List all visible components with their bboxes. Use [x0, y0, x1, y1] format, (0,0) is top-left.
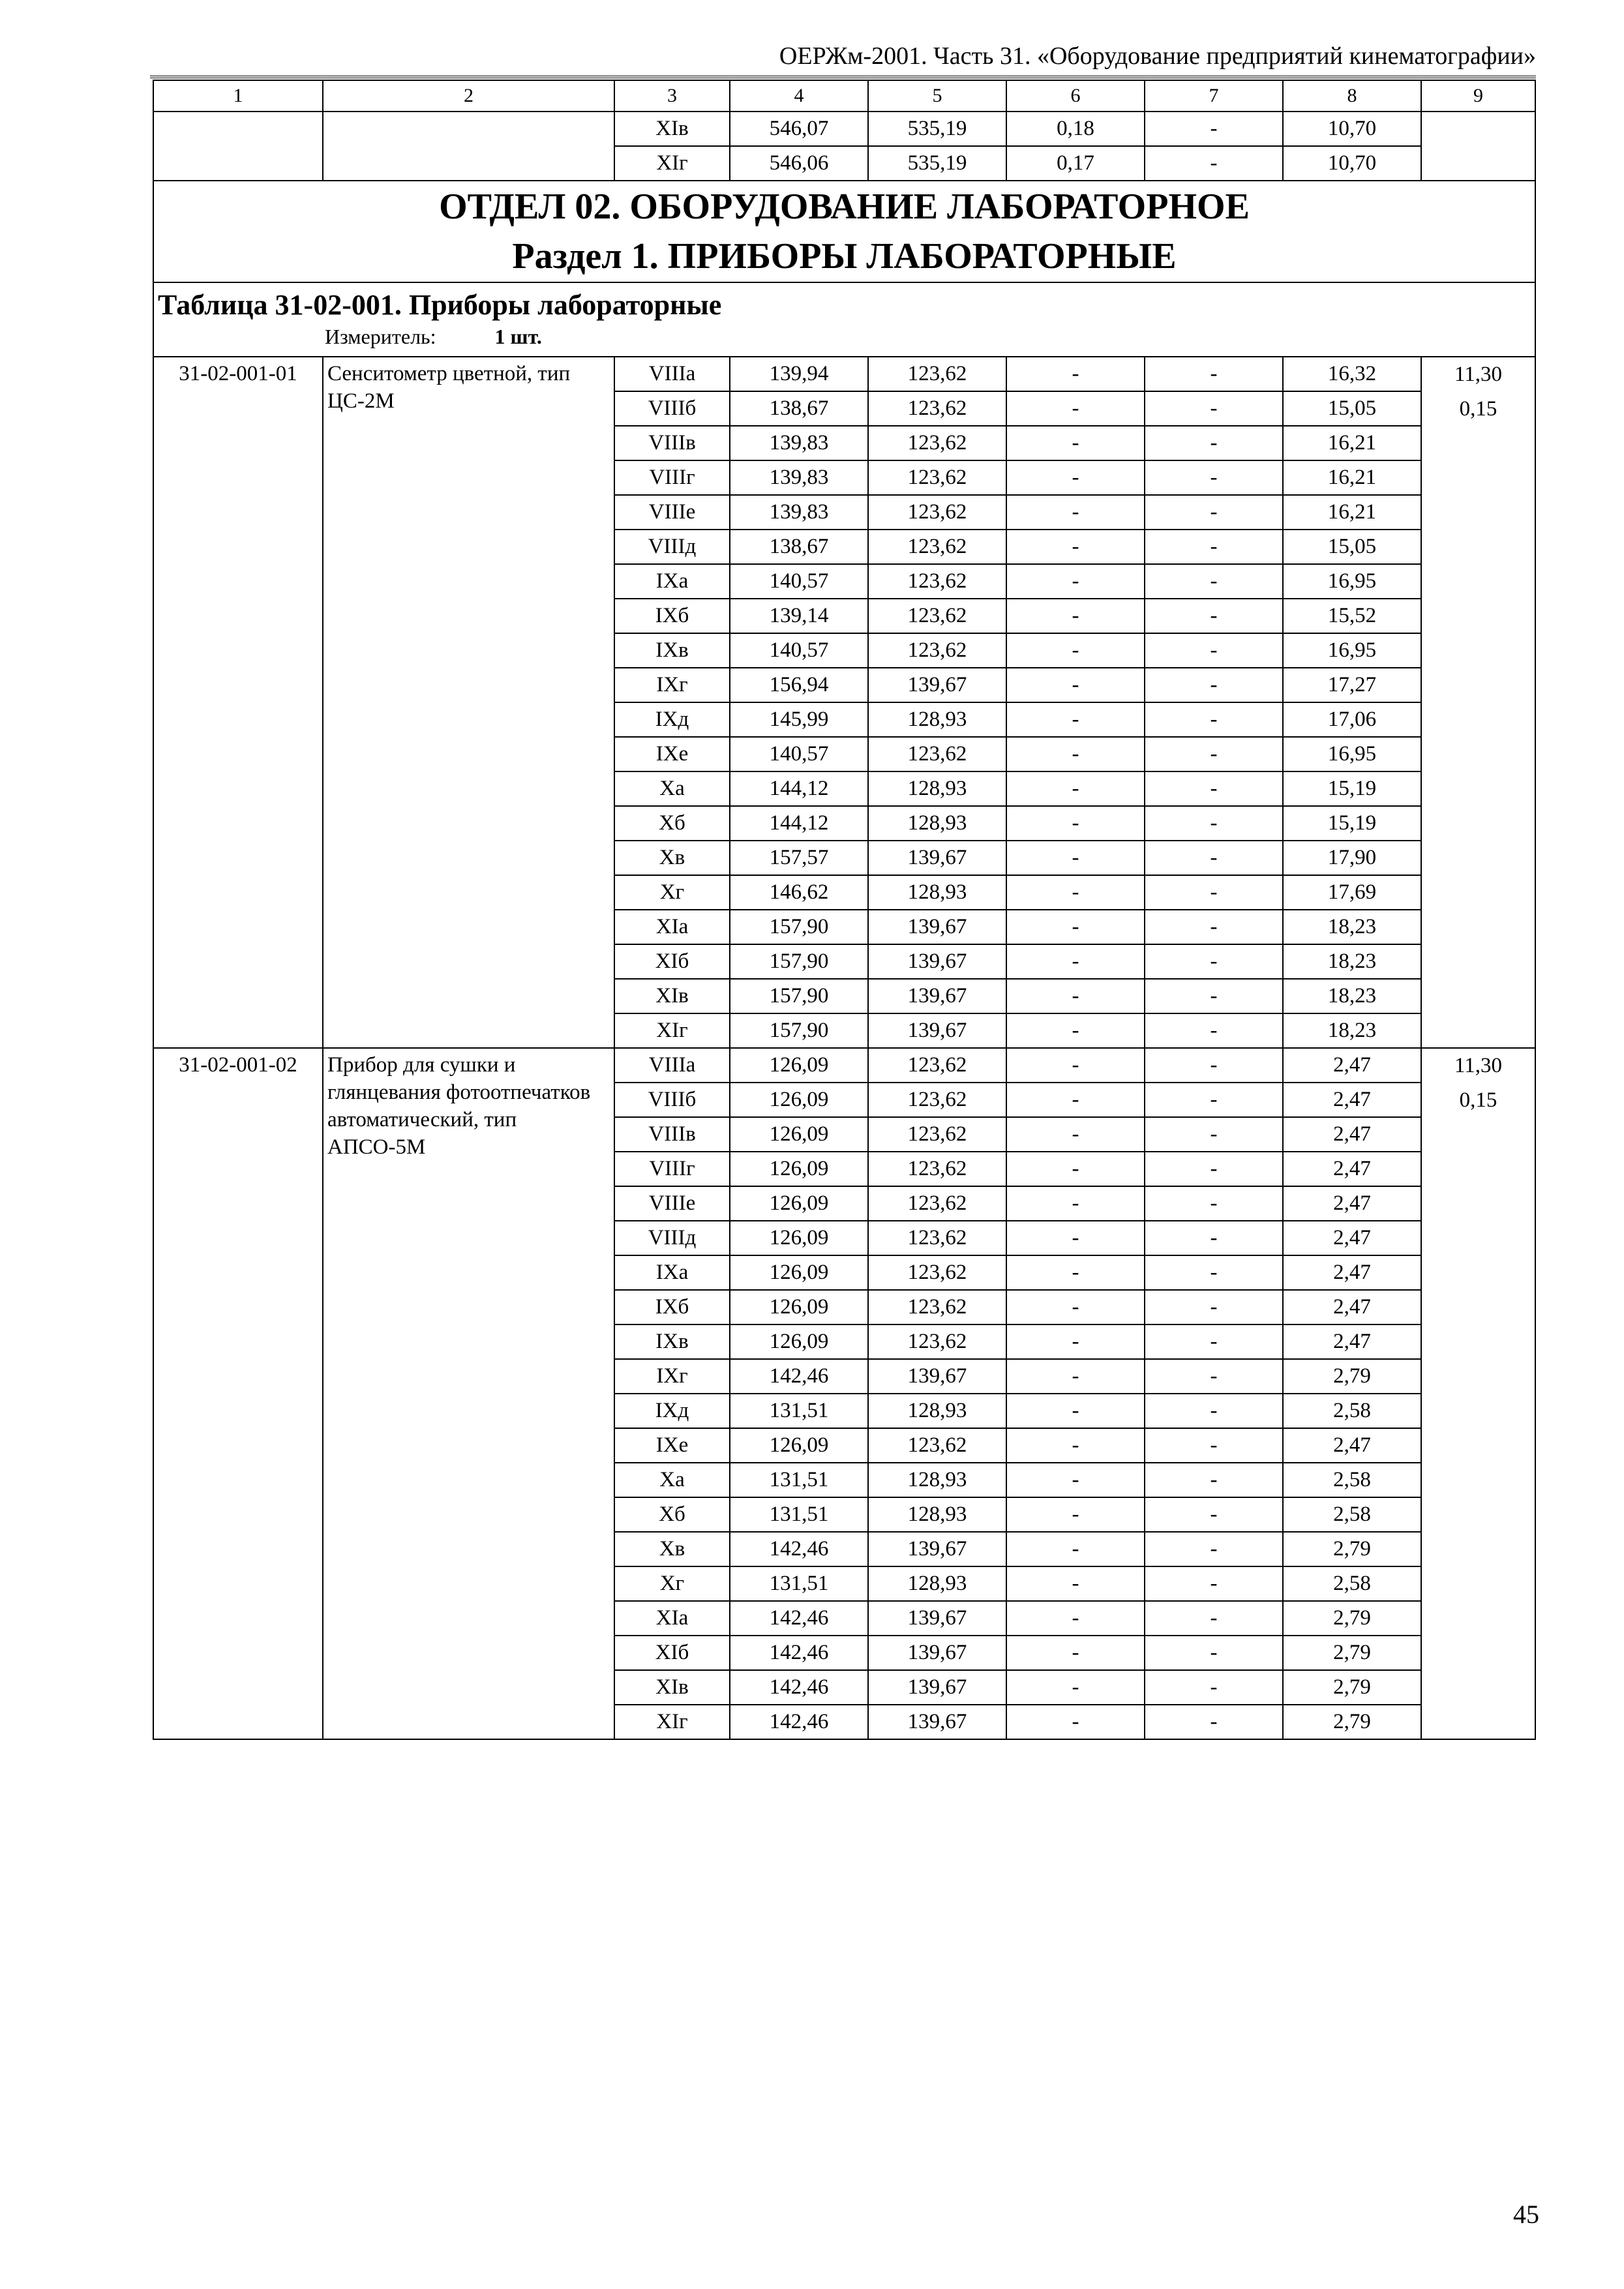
value-cell: -: [1145, 564, 1283, 599]
value-cell: 139,67: [868, 1601, 1006, 1636]
value-cell: 139,67: [868, 1532, 1006, 1566]
value-cell: 535,19: [868, 112, 1006, 146]
zone-cell: VIIIа: [614, 357, 730, 391]
value-cell: -: [1006, 1152, 1145, 1186]
zone-cell: VIIIе: [614, 495, 730, 530]
value-cell: 0,18: [1006, 112, 1145, 146]
zone-cell: VIIIб: [614, 1083, 730, 1117]
table-title-cell: [153, 282, 1535, 357]
value-cell: -: [1006, 530, 1145, 564]
zone-cell: XIв: [614, 112, 730, 146]
value-cell: 157,57: [730, 841, 868, 875]
value-cell: 131,51: [730, 1463, 868, 1497]
col9-value: 11,30: [1454, 1054, 1503, 1077]
value-cell: 123,62: [868, 1255, 1006, 1290]
table-title-row: [153, 282, 1535, 357]
value-cell: 126,09: [730, 1083, 868, 1117]
value-cell: 157,90: [730, 1013, 868, 1048]
value-cell: 126,09: [730, 1048, 868, 1083]
zone-cell: Xв: [614, 841, 730, 875]
value-cell: -: [1006, 1394, 1145, 1428]
value-cell: 131,51: [730, 1394, 868, 1428]
value-cell: 139,14: [730, 599, 868, 633]
value-cell: 0,17: [1006, 146, 1145, 181]
value-cell: 2,79: [1283, 1636, 1421, 1670]
value-cell: -: [1006, 875, 1145, 910]
zone-cell: VIIIг: [614, 460, 730, 495]
razdel-title: Раздел 1. ПРИБОРЫ ЛАБОРАТОРНЫЕ: [512, 236, 1177, 277]
value-cell: -: [1006, 737, 1145, 771]
value-cell: 123,62: [868, 530, 1006, 564]
value-cell: 139,67: [868, 668, 1006, 702]
value-cell: 139,83: [730, 495, 868, 530]
value-cell: -: [1006, 1359, 1145, 1394]
value-cell: -: [1145, 875, 1283, 910]
value-cell: -: [1006, 599, 1145, 633]
value-cell: 157,90: [730, 979, 868, 1013]
value-cell: -: [1145, 599, 1283, 633]
column-number: 6: [1006, 80, 1145, 112]
value-cell: -: [1006, 495, 1145, 530]
zone-cell: VIIIг: [614, 1152, 730, 1186]
value-cell: 2,79: [1283, 1670, 1421, 1705]
zone-cell: XIв: [614, 979, 730, 1013]
zone-cell: IXг: [614, 1359, 730, 1394]
zone-cell: IXд: [614, 1394, 730, 1428]
value-cell: -: [1006, 1013, 1145, 1048]
value-cell: -: [1006, 1428, 1145, 1463]
value-cell: -: [1145, 391, 1283, 426]
col9-value: 0,15: [1459, 397, 1497, 421]
value-cell: 123,62: [868, 495, 1006, 530]
measure-value: 1 шт.: [494, 325, 542, 348]
zone-cell: IXб: [614, 599, 730, 633]
zone-cell: XIа: [614, 1601, 730, 1636]
value-cell: 140,57: [730, 737, 868, 771]
value-cell: 2,47: [1283, 1255, 1421, 1290]
value-cell: 139,67: [868, 1013, 1006, 1048]
value-cell: -: [1145, 633, 1283, 668]
empty-col9-cell: [1421, 112, 1535, 181]
value-cell: -: [1145, 806, 1283, 841]
value-cell: -: [1145, 737, 1283, 771]
price-table: [153, 80, 1536, 1740]
value-cell: 17,27: [1283, 668, 1421, 702]
value-cell: 138,67: [730, 391, 868, 426]
value-cell: 123,62: [868, 737, 1006, 771]
value-cell: -: [1006, 1255, 1145, 1290]
zone-cell: XIб: [614, 1636, 730, 1670]
value-cell: 139,67: [868, 1359, 1006, 1394]
value-cell: 123,62: [868, 633, 1006, 668]
zone-cell: IXг: [614, 668, 730, 702]
empty-name-cell: [323, 112, 614, 181]
value-cell: 142,46: [730, 1636, 868, 1670]
value-cell: 10,70: [1283, 146, 1421, 181]
value-cell: -: [1145, 668, 1283, 702]
value-cell: -: [1145, 1670, 1283, 1705]
value-cell: -: [1145, 1636, 1283, 1670]
value-cell: 10,70: [1283, 112, 1421, 146]
value-cell: 126,09: [730, 1186, 868, 1221]
value-cell: 123,62: [868, 1152, 1006, 1186]
value-cell: 2,58: [1283, 1463, 1421, 1497]
column-number: 9: [1421, 80, 1535, 112]
value-cell: 139,67: [868, 1705, 1006, 1739]
value-cell: 16,21: [1283, 426, 1421, 460]
column-number-row: [153, 80, 1535, 112]
value-cell: -: [1006, 979, 1145, 1013]
value-cell: 128,93: [868, 1497, 1006, 1532]
value-cell: 2,58: [1283, 1394, 1421, 1428]
value-cell: 17,90: [1283, 841, 1421, 875]
value-cell: 2,47: [1283, 1221, 1421, 1255]
value-cell: -: [1006, 391, 1145, 426]
value-cell: 18,23: [1283, 1013, 1421, 1048]
value-cell: -: [1145, 841, 1283, 875]
value-cell: 131,51: [730, 1566, 868, 1601]
value-cell: 139,67: [868, 979, 1006, 1013]
value-cell: 2,47: [1283, 1117, 1421, 1152]
value-cell: -: [1006, 1463, 1145, 1497]
value-cell: -: [1145, 1566, 1283, 1601]
table-row: [153, 357, 1535, 391]
value-cell: -: [1006, 1705, 1145, 1739]
value-cell: -: [1145, 1255, 1283, 1290]
value-cell: 123,62: [868, 1083, 1006, 1117]
zone-cell: VIIIа: [614, 1048, 730, 1083]
value-cell: 18,23: [1283, 944, 1421, 979]
value-cell: 18,23: [1283, 979, 1421, 1013]
value-cell: -: [1145, 112, 1283, 146]
value-cell: -: [1006, 771, 1145, 806]
zone-cell: Xб: [614, 806, 730, 841]
value-cell: 2,47: [1283, 1186, 1421, 1221]
value-cell: 123,62: [868, 1428, 1006, 1463]
running-header: ОЕРЖм-2001. Часть 31. «Оборудование предприятий кинематографии»: [150, 38, 1536, 78]
table-row: [153, 1048, 1535, 1083]
column-number: 3: [614, 80, 730, 112]
value-cell: 16,32: [1283, 357, 1421, 391]
value-cell: 123,62: [868, 460, 1006, 495]
zone-cell: IXв: [614, 633, 730, 668]
value-cell: 126,09: [730, 1221, 868, 1255]
value-cell: 123,62: [868, 1290, 1006, 1324]
value-cell: 546,06: [730, 146, 868, 181]
value-cell: 17,69: [1283, 875, 1421, 910]
value-cell: -: [1006, 564, 1145, 599]
zone-cell: XIг: [614, 1705, 730, 1739]
value-cell: 128,93: [868, 702, 1006, 737]
item-code: 31-02-001-02: [153, 1048, 323, 1739]
value-cell: -: [1006, 357, 1145, 391]
value-cell: 126,09: [730, 1324, 868, 1359]
value-cell: 123,62: [868, 1186, 1006, 1221]
value-cell: 2,47: [1283, 1152, 1421, 1186]
column-number: 5: [868, 80, 1006, 112]
item-name: Прибор для сушки и глянцевания фотоотпечатков автоматический, тип АПСО-5М: [323, 1048, 614, 1739]
zone-cell: Xа: [614, 1463, 730, 1497]
value-cell: -: [1145, 1013, 1283, 1048]
value-cell: 123,62: [868, 391, 1006, 426]
value-cell: -: [1006, 1186, 1145, 1221]
value-cell: -: [1145, 1532, 1283, 1566]
value-cell: -: [1145, 1705, 1283, 1739]
value-cell: 16,21: [1283, 460, 1421, 495]
value-cell: 146,62: [730, 875, 868, 910]
page-number: 45: [1513, 2200, 1539, 2229]
value-cell: -: [1006, 1221, 1145, 1255]
value-cell: 142,46: [730, 1359, 868, 1394]
value-cell: 2,47: [1283, 1083, 1421, 1117]
value-cell: -: [1006, 426, 1145, 460]
column-number: 2: [323, 80, 614, 112]
column-number: 1: [153, 80, 323, 112]
column-number: 4: [730, 80, 868, 112]
value-cell: 17,06: [1283, 702, 1421, 737]
zone-cell: IXб: [614, 1290, 730, 1324]
value-cell: -: [1006, 1324, 1145, 1359]
value-cell: 16,95: [1283, 564, 1421, 599]
value-cell: -: [1006, 1083, 1145, 1117]
value-cell: 142,46: [730, 1532, 868, 1566]
value-cell: -: [1006, 633, 1145, 668]
zone-cell: IXв: [614, 1324, 730, 1359]
value-cell: 128,93: [868, 875, 1006, 910]
value-cell: 139,67: [868, 1670, 1006, 1705]
zone-cell: IXа: [614, 1255, 730, 1290]
value-cell: 128,93: [868, 806, 1006, 841]
table-row: [153, 112, 1535, 146]
value-cell: 139,83: [730, 460, 868, 495]
value-cell: 128,93: [868, 771, 1006, 806]
value-cell: -: [1145, 1186, 1283, 1221]
value-cell: 2,47: [1283, 1324, 1421, 1359]
value-cell: 139,67: [868, 944, 1006, 979]
value-cell: 145,99: [730, 702, 868, 737]
value-cell: 138,67: [730, 530, 868, 564]
value-cell: 123,62: [868, 1117, 1006, 1152]
value-cell: 126,09: [730, 1255, 868, 1290]
section-title-row: [153, 181, 1535, 282]
col9-cell: [1421, 357, 1535, 1048]
price-table-body: [153, 80, 1535, 1739]
value-cell: -: [1145, 910, 1283, 944]
value-cell: 15,05: [1283, 530, 1421, 564]
value-cell: -: [1145, 495, 1283, 530]
value-cell: 123,62: [868, 1221, 1006, 1255]
value-cell: 142,46: [730, 1705, 868, 1739]
value-cell: 546,07: [730, 112, 868, 146]
value-cell: -: [1006, 1290, 1145, 1324]
zone-cell: Xб: [614, 1497, 730, 1532]
value-cell: 123,62: [868, 426, 1006, 460]
value-cell: -: [1145, 426, 1283, 460]
value-cell: -: [1145, 1048, 1283, 1083]
value-cell: 128,93: [868, 1566, 1006, 1601]
value-cell: 15,05: [1283, 391, 1421, 426]
value-cell: -: [1145, 1221, 1283, 1255]
value-cell: -: [1006, 702, 1145, 737]
zone-cell: VIIIв: [614, 426, 730, 460]
value-cell: -: [1145, 1601, 1283, 1636]
value-cell: 2,47: [1283, 1290, 1421, 1324]
value-cell: 123,62: [868, 1324, 1006, 1359]
value-cell: -: [1145, 1497, 1283, 1532]
value-cell: 2,79: [1283, 1532, 1421, 1566]
value-cell: 126,09: [730, 1290, 868, 1324]
col9-cell: [1421, 1048, 1535, 1739]
col9-value: 11,30: [1454, 363, 1503, 386]
value-cell: 2,58: [1283, 1497, 1421, 1532]
value-cell: 2,47: [1283, 1048, 1421, 1083]
value-cell: 142,46: [730, 1670, 868, 1705]
zone-cell: VIIIв: [614, 1117, 730, 1152]
value-cell: 157,90: [730, 944, 868, 979]
value-cell: 139,83: [730, 426, 868, 460]
value-cell: 15,19: [1283, 806, 1421, 841]
value-cell: 156,94: [730, 668, 868, 702]
zone-cell: VIIIд: [614, 1221, 730, 1255]
value-cell: 126,09: [730, 1117, 868, 1152]
measure-line: [325, 323, 1535, 350]
value-cell: -: [1006, 1670, 1145, 1705]
value-cell: -: [1145, 979, 1283, 1013]
value-cell: -: [1145, 1117, 1283, 1152]
value-cell: -: [1006, 1497, 1145, 1532]
zone-cell: IXд: [614, 702, 730, 737]
zone-cell: VIIIе: [614, 1186, 730, 1221]
col9-value: 0,15: [1459, 1088, 1497, 1112]
zone-cell: VIIIд: [614, 530, 730, 564]
value-cell: -: [1006, 1636, 1145, 1670]
value-cell: 123,62: [868, 564, 1006, 599]
value-cell: -: [1145, 1152, 1283, 1186]
value-cell: 139,67: [868, 1636, 1006, 1670]
item-code: 31-02-001-01: [153, 357, 323, 1048]
zone-cell: IXе: [614, 737, 730, 771]
value-cell: -: [1145, 1359, 1283, 1394]
zone-cell: XIа: [614, 910, 730, 944]
value-cell: -: [1006, 460, 1145, 495]
value-cell: -: [1006, 1117, 1145, 1152]
value-cell: -: [1145, 357, 1283, 391]
column-number: 7: [1145, 80, 1283, 112]
value-cell: 2,47: [1283, 1428, 1421, 1463]
value-cell: 140,57: [730, 633, 868, 668]
value-cell: -: [1006, 841, 1145, 875]
zone-cell: XIг: [614, 146, 730, 181]
zone-cell: VIIIб: [614, 391, 730, 426]
value-cell: 142,46: [730, 1601, 868, 1636]
value-cell: 16,21: [1283, 495, 1421, 530]
value-cell: -: [1006, 1566, 1145, 1601]
value-cell: 126,09: [730, 1428, 868, 1463]
value-cell: -: [1145, 460, 1283, 495]
value-cell: -: [1145, 944, 1283, 979]
value-cell: 123,62: [868, 1048, 1006, 1083]
value-cell: -: [1145, 702, 1283, 737]
value-cell: 2,58: [1283, 1566, 1421, 1601]
value-cell: 16,95: [1283, 737, 1421, 771]
value-cell: 128,93: [868, 1463, 1006, 1497]
otdel-title: ОТДЕЛ 02. ОБОРУДОВАНИЕ ЛАБОРАТОРНОЕ: [439, 187, 1250, 227]
value-cell: 157,90: [730, 910, 868, 944]
value-cell: -: [1006, 1532, 1145, 1566]
value-cell: -: [1145, 146, 1283, 181]
value-cell: 139,67: [868, 910, 1006, 944]
value-cell: 128,93: [868, 1394, 1006, 1428]
value-cell: -: [1145, 771, 1283, 806]
value-cell: -: [1145, 1324, 1283, 1359]
value-cell: -: [1006, 910, 1145, 944]
value-cell: -: [1145, 1463, 1283, 1497]
value-cell: 2,79: [1283, 1359, 1421, 1394]
value-cell: -: [1006, 1048, 1145, 1083]
column-number: 8: [1283, 80, 1421, 112]
measure-label: Измеритель:: [325, 325, 436, 348]
value-cell: 139,67: [868, 841, 1006, 875]
value-cell: 123,62: [868, 599, 1006, 633]
zone-cell: IXа: [614, 564, 730, 599]
zone-cell: Xг: [614, 875, 730, 910]
zone-cell: IXе: [614, 1428, 730, 1463]
value-cell: 139,94: [730, 357, 868, 391]
value-cell: -: [1145, 1394, 1283, 1428]
value-cell: -: [1006, 944, 1145, 979]
zone-cell: XIб: [614, 944, 730, 979]
value-cell: -: [1006, 806, 1145, 841]
zone-cell: Xв: [614, 1532, 730, 1566]
value-cell: 2,79: [1283, 1705, 1421, 1739]
value-cell: -: [1145, 1290, 1283, 1324]
value-cell: -: [1006, 668, 1145, 702]
zone-cell: XIв: [614, 1670, 730, 1705]
value-cell: 126,09: [730, 1152, 868, 1186]
value-cell: -: [1006, 1601, 1145, 1636]
value-cell: 131,51: [730, 1497, 868, 1532]
value-cell: 535,19: [868, 146, 1006, 181]
zone-cell: XIг: [614, 1013, 730, 1048]
value-cell: 2,79: [1283, 1601, 1421, 1636]
value-cell: 144,12: [730, 771, 868, 806]
zone-cell: Xа: [614, 771, 730, 806]
value-cell: -: [1145, 1083, 1283, 1117]
value-cell: 18,23: [1283, 910, 1421, 944]
value-cell: -: [1145, 1428, 1283, 1463]
value-cell: -: [1145, 530, 1283, 564]
empty-code-cell: [153, 112, 323, 181]
item-name: Сенситометр цветной, тип ЦС-2М: [323, 357, 614, 1048]
section-title-cell: [153, 181, 1535, 282]
value-cell: 140,57: [730, 564, 868, 599]
value-cell: 123,62: [868, 357, 1006, 391]
value-cell: 15,19: [1283, 771, 1421, 806]
value-cell: 15,52: [1283, 599, 1421, 633]
value-cell: 144,12: [730, 806, 868, 841]
table-title: Таблица 31-02-001. Приборы лабораторные: [158, 289, 722, 321]
value-cell: 16,95: [1283, 633, 1421, 668]
zone-cell: Xг: [614, 1566, 730, 1601]
